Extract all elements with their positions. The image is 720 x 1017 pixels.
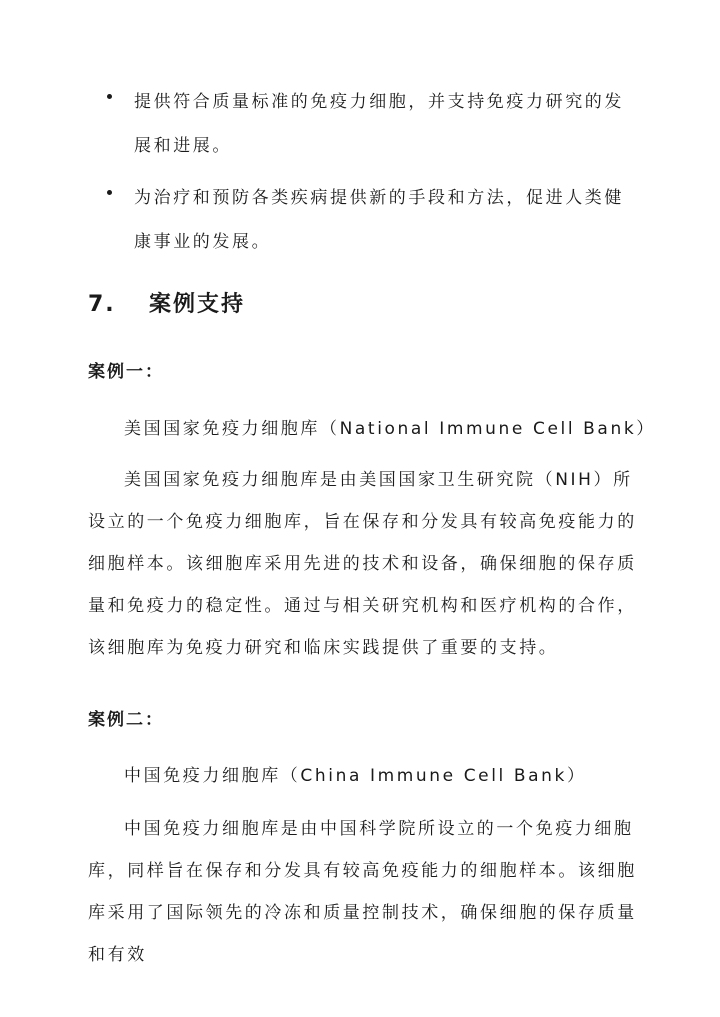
case-title: 案例一： xyxy=(88,362,164,382)
case-name: 美国国家免疫力细胞库（National Immune Cell Bank） xyxy=(124,419,656,439)
bullet-dot-icon xyxy=(107,190,112,195)
case-title: 案例二： xyxy=(88,710,164,730)
case-body: 中国免疫力细胞库是由中国科学院所设立的一个免疫力细胞库，同样旨在保存和分发具有较高免疫能力的细胞样本。该细胞库采用了国际领先的冷冻和质量控制技术，确保细胞的保存质量和有效 xyxy=(88,819,637,965)
section-number: 7. xyxy=(88,292,116,317)
bullet-text: 为治疗和预防各类疾病提供新的手段和方法，促进人类健康事业的发展。 xyxy=(134,188,624,252)
bullet-dot-icon xyxy=(107,94,112,99)
bullet-text: 提供符合质量标准的免疫力细胞，并支持免疫力研究的发展和进展。 xyxy=(134,92,624,156)
section-heading xyxy=(88,287,245,318)
case-body: 美国国家免疫力细胞库是由美国国家卫生研究院（NIH）所设立的一个免疫力细胞库，旨在保存和分发具有较高免疫能力的细胞样本。该细胞库采用先进的技术和设备，确保细胞的保存质量和免疫力的稳定性。通过与相关研究机构和医疗机构的合作，该细胞库为免疫力研究和临床实践提供了重要的支持。 xyxy=(88,470,637,658)
section-title: 案例支持 xyxy=(149,292,246,317)
case-name: 中国免疫力细胞库（China Immune Cell Bank） xyxy=(124,766,587,786)
